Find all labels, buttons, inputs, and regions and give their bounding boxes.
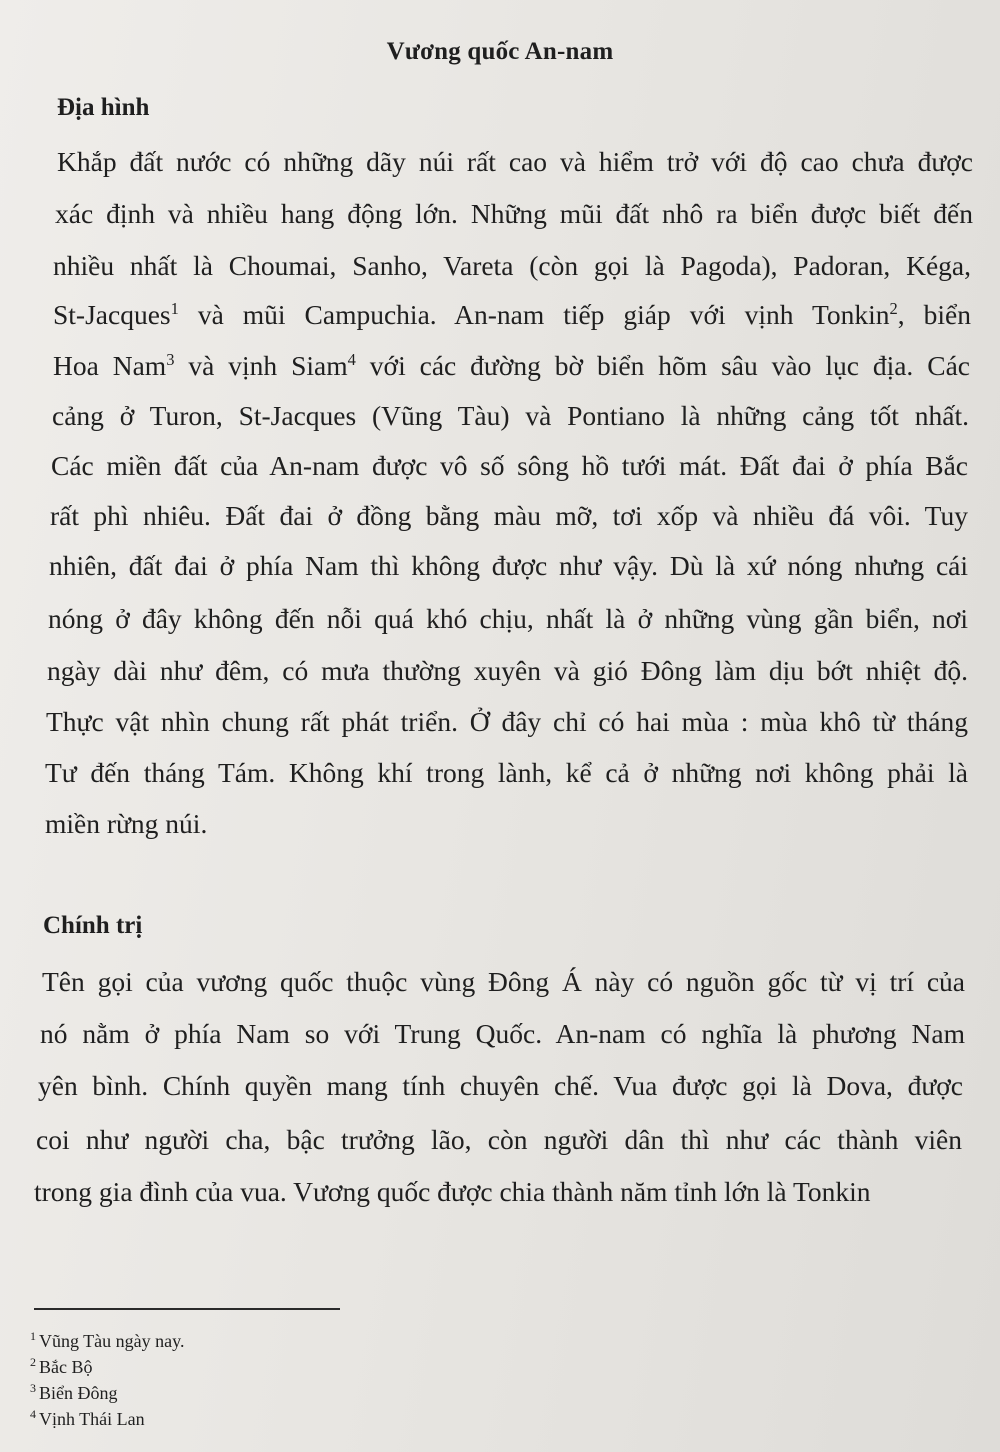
text-fragment: , biển (897, 299, 971, 330)
text-line: yên bình. Chính quyền mang tính chuyên chế. Vua được gọi là Dova, được (38, 1070, 963, 1101)
text-line: Tên gọi của vương quốc thuộc vùng Đông Á này có nguồn gốc từ vị trí của (42, 966, 965, 997)
text-line: nó nằm ở phía Nam so với Trung Quốc. An-nam có nghĩa là phương Nam (40, 1018, 965, 1049)
section-heading-dia-hinh: Địa hình (57, 94, 150, 121)
footnote-item (30, 1325, 184, 1352)
text-line: Các miền đất của An-nam được vô số sông hồ tưới mát. Đất đai ở phía Bắc (51, 450, 968, 481)
text-line: rất phì nhiêu. Đất đai ở đồng bằng màu mỡ, tơi xốp và nhiều đá vôi. Tuy (50, 500, 968, 531)
text-fragment: với các đường bờ biển hõm sâu vào lục địa. Các (355, 350, 970, 381)
footnote-reference: 3 (166, 349, 175, 369)
text-line: Tư đến tháng Tám. Không khí trong lành, kể cả ở những nơi không phải là (45, 757, 968, 788)
footnote-number: 2 (30, 1355, 36, 1369)
page-title: Vương quốc An-nam (386, 38, 614, 65)
footnote-text: Biển Đông (39, 1383, 118, 1403)
footnote-item (30, 1403, 145, 1430)
text-line (53, 299, 971, 331)
text-fragment: và mũi Campuchia. An-nam tiếp giáp với vịnh Tonkin (178, 299, 890, 330)
footnote-number: 4 (30, 1407, 36, 1421)
footnote-item (30, 1351, 93, 1378)
text-line: xác định và nhiều hang động lớn. Những mũi đất nhô ra biển được biết đến (55, 198, 973, 229)
footnote-text: Bắc Bộ (39, 1357, 93, 1377)
footnote-reference: 1 (170, 298, 179, 318)
text-line: Khắp đất nước có những dãy núi rất cao và hiểm trở với độ cao chưa được (57, 146, 973, 177)
text-line: nhiều nhất là Choumai, Sanho, Vareta (còn gọi là Pagoda), Padoran, Kéga, (53, 250, 971, 281)
footnote-item (30, 1377, 118, 1404)
footnote-number: 3 (30, 1381, 36, 1395)
text-line: Thực vật nhìn chung rất phát triển. Ở đây chỉ có hai mùa : mùa khô từ tháng (46, 706, 968, 737)
text-line: nóng ở đây không đến nỗi quá khó chịu, nhất là ở những vùng gần biển, nơi (48, 603, 968, 634)
footnote-divider (34, 1308, 340, 1310)
text-line: nhiên, đất đai ở phía Nam thì không được như vậy. Dù là xứ nóng nhưng cái (49, 550, 968, 581)
footnote-reference: 2 (889, 298, 898, 318)
footnote-reference: 4 (347, 349, 356, 369)
text-line: trong gia đình của vua. Vương quốc được chia thành năm tỉnh lớn là Tonkin (34, 1176, 871, 1207)
text-line: coi như người cha, bậc trưởng lão, còn người dân thì như các thành viên (36, 1124, 962, 1155)
text-line: miền rừng núi. (45, 808, 208, 839)
text-fragment: St-Jacques (53, 299, 171, 330)
footnote-text: Vịnh Thái Lan (39, 1409, 145, 1429)
section-heading-chinh-tri: Chính trị (43, 912, 143, 939)
footnote-text: Vũng Tàu ngày nay. (39, 1331, 185, 1351)
text-line: ngày dài như đêm, có mưa thường xuyên và gió Đông làm dịu bớt nhiệt độ. (47, 655, 968, 686)
footnote-number: 1 (30, 1329, 36, 1343)
text-fragment: Hoa Nam (53, 350, 167, 381)
text-line: cảng ở Turon, St-Jacques (Vũng Tàu) và Pontiano là những cảng tốt nhất. (52, 400, 969, 431)
text-fragment: và vịnh Siam (174, 350, 348, 381)
text-line (53, 350, 970, 382)
